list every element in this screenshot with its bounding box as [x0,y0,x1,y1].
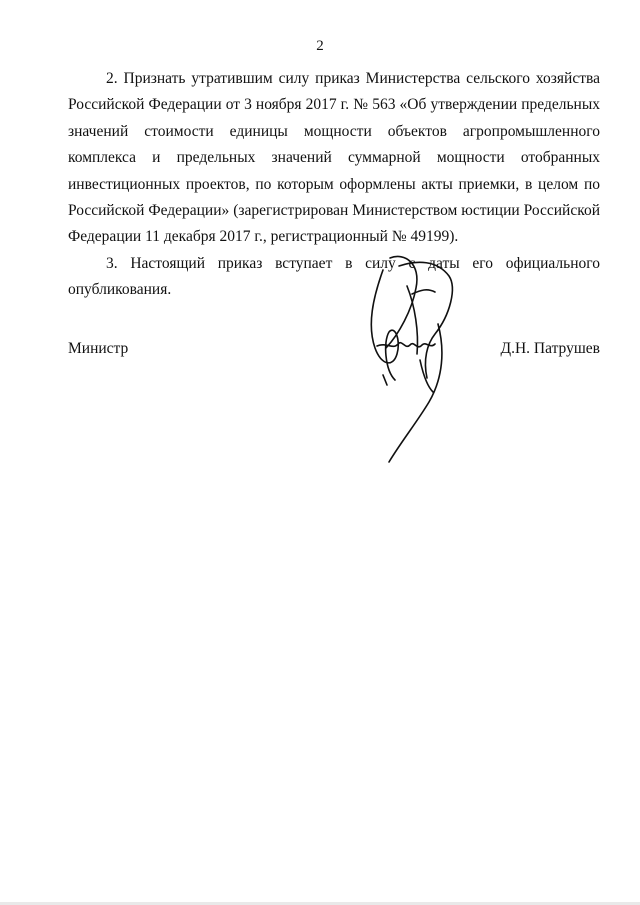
signatory-title: Министр [68,340,129,357]
handwritten-signature [355,250,475,465]
paragraph-2: 2. Признать утратившим силу приказ Министерства сельского хозяйства Российской Федерации от 3 ноября 2017 г. № 563 «Об утверждении предельных значений стоимости единицы мощности объектов агропромышленного комплекса и предельных значений суммарной мощности отобранных инвестиционных проектов, по которым оформлены акты приемки, в целом по Российской Федерации» (зарегистрирован Министерством юстиции Российской Федерации 11 декабря 2017 г., регистрационный № 49199). [68,70,600,246]
page-number: 2 [316,38,324,54]
paragraph-3: 3. Настоящий приказ вступает в силу с даты его официального опубликования. [68,255,600,299]
paragraph-2-block [68,66,600,251]
signatory-name: Д.Н. Патрушев [500,340,600,357]
paragraph-3-block [68,251,600,304]
